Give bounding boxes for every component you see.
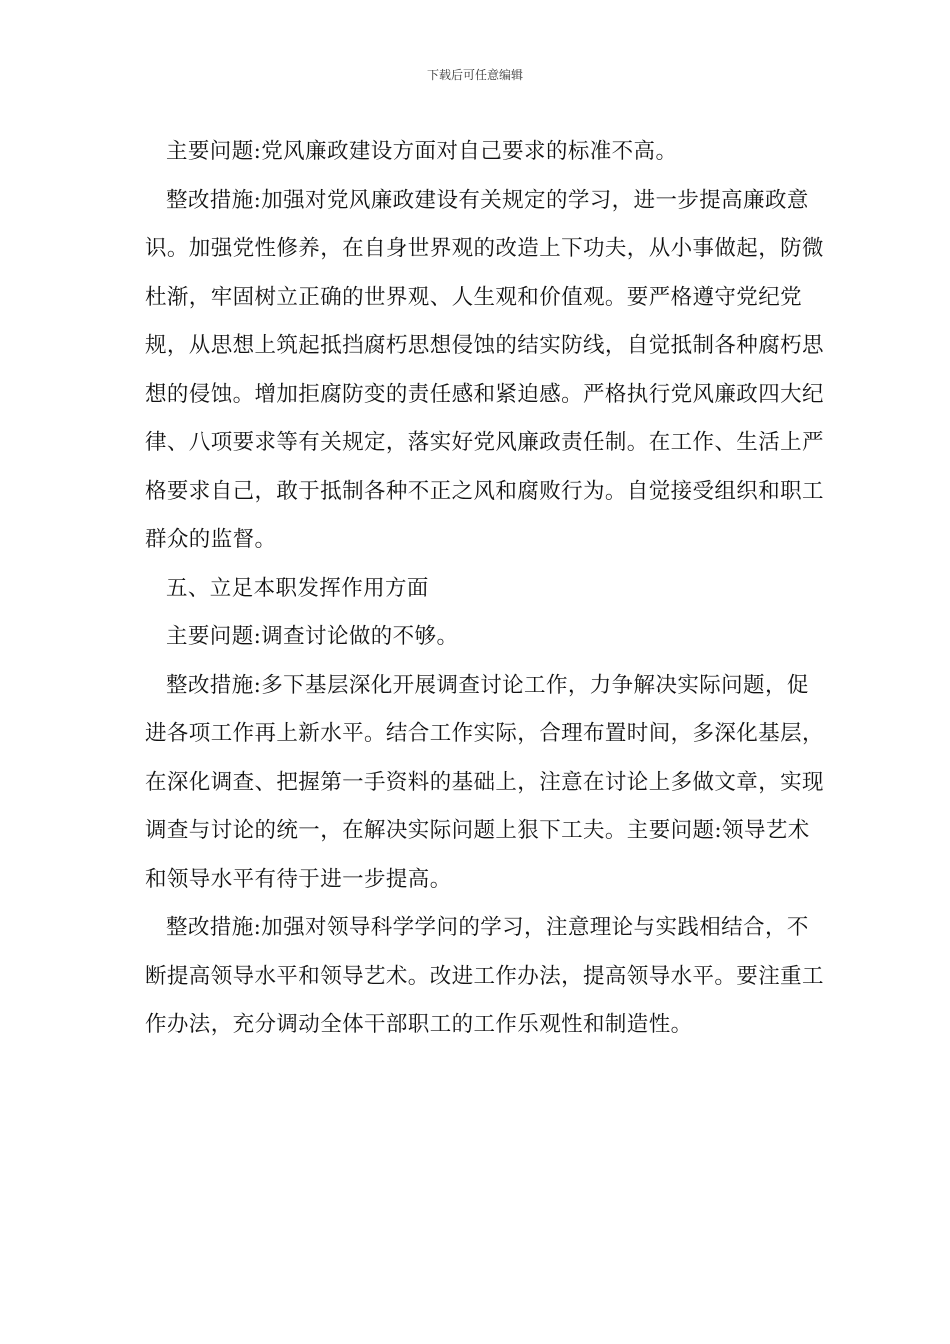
document-body [145,128,825,1050]
paragraph-measure-3: 整改措施:加强对领导科学学问的学习，注意理论与实践相结合，不断提高领导水平和领导艺术。改进工作办法，提高领导水平。要注重工作办法，充分调动全体干部职工的工作乐观性和制造性。 [145,915,824,1037]
page-header: 下载后可任意编辑 [426,68,523,82]
paragraph-issue-1: 主要问题:党风廉政建设方面对自己要求的标准不高。 [166,139,678,164]
section-heading: 五、立足本职发挥作用方面 [166,575,429,601]
paragraph-issue-2: 主要问题:调查讨论做的不够。 [166,624,459,649]
paragraph-measure-2: 整改措施:多下基层深化开展调查讨论工作，力争解决实际问题，促进各项工作再上新水平。结合工作实际，合理布置时间，多深化基层，在深化调查、把握第一手资料的基础上，注意在讨论上多做文章，实现调查与讨论的统一，在解决实际问题上狠下工夫。主要问题:领导艺术和领导水平有待于进一步提高。 [145,672,824,892]
paragraph-measure-1: 整改措施:加强对党风廉政建设有关规定的学习，进一步提高廉政意识。加强党性修养，在自身世界观的改造上下功夫，从小事做起，防微杜渐，牢固树立正确的世界观、人生观和价值观。要严格遵守党纪党规，从思想上筑起抵挡腐朽思想侵蚀的结实防线，自觉抵制各种腐朽思想的侵蚀。增加拒腐防变的责任感和紧迫感。严格执行党风廉政四大纪律、八项要求等有关规定，落实好党风廉政责任制。在工作、生活上严格要求自己，敢于抵制各种不正之风和腐败行为。自觉接受组织和职工群众的监督。 [145,187,824,552]
